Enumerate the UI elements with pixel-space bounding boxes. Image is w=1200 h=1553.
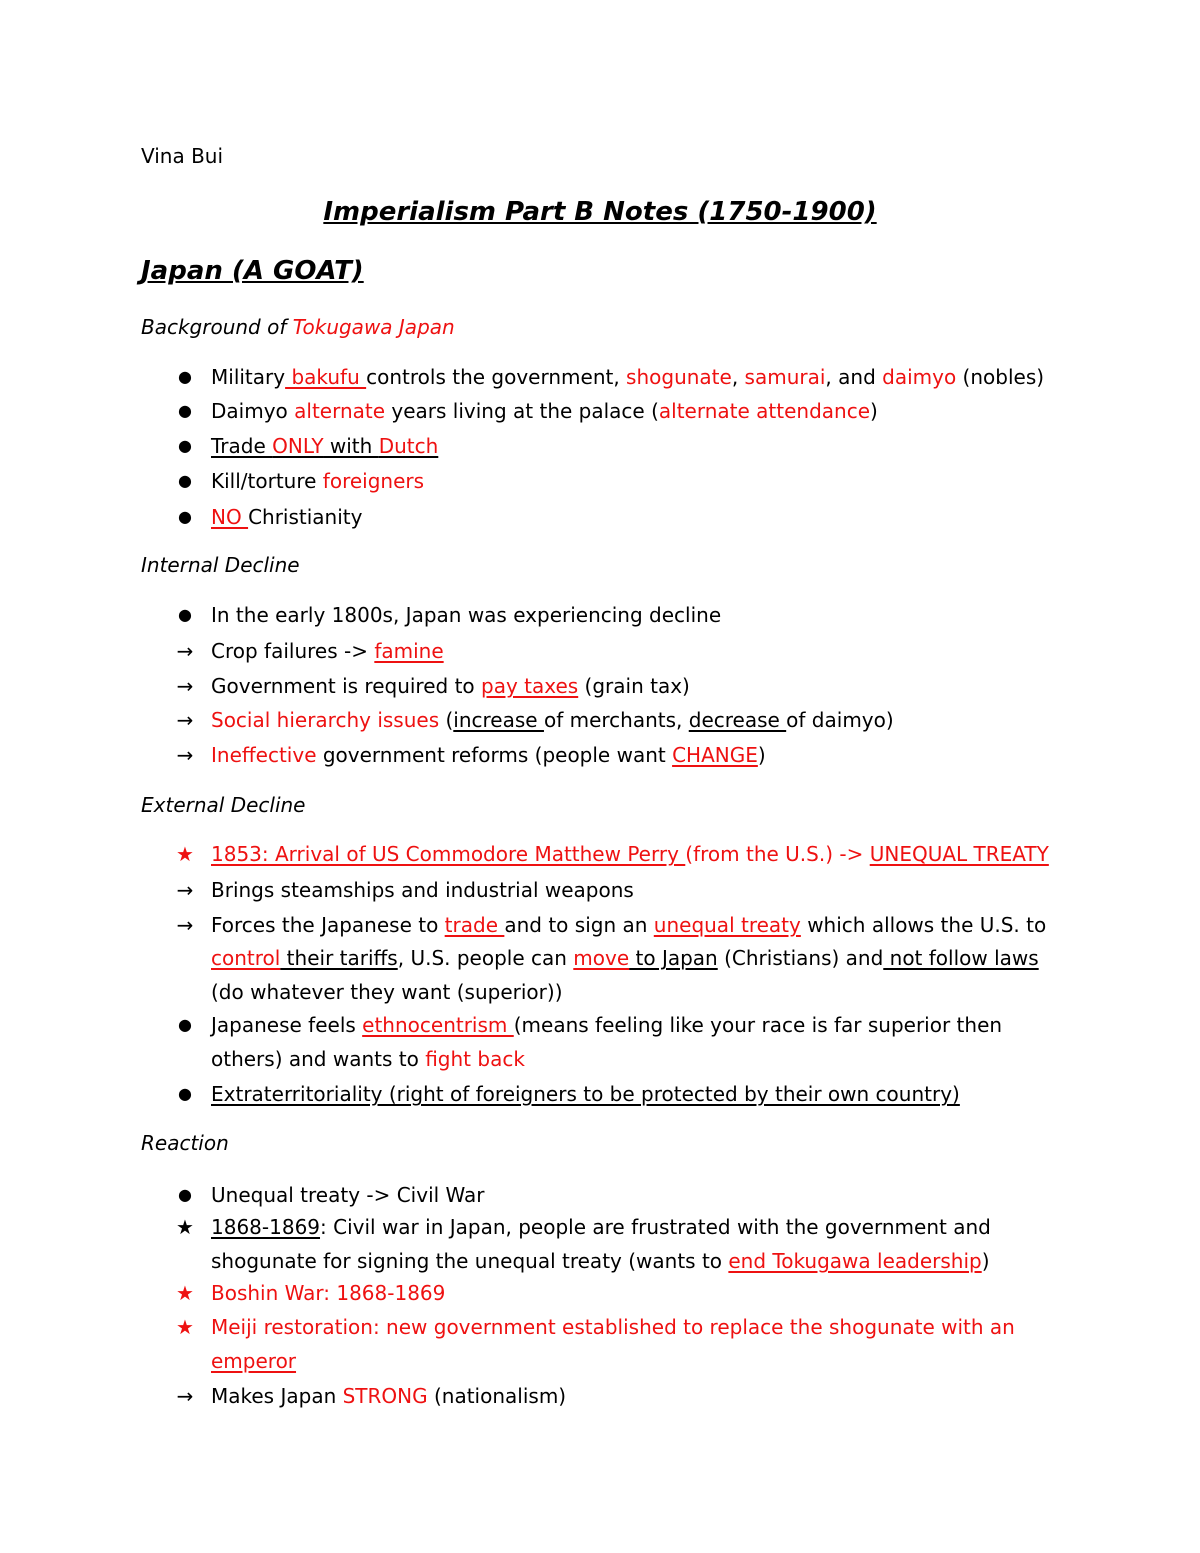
arrow-icon: → [176, 674, 194, 698]
list-item: Extraterritoriality (right of foreigners to be protected by their own country) [211, 1082, 960, 1106]
bullet-icon: ● [178, 1185, 192, 1204]
arrow-icon: → [176, 639, 194, 663]
bullet-icon: ● [178, 507, 192, 526]
subheading-external-decline: External Decline [141, 793, 306, 817]
bullet-icon: ● [178, 471, 192, 490]
arrow-icon: → [176, 708, 194, 732]
list-item-continuation: emperor [211, 1349, 297, 1373]
star-icon: ★ [176, 842, 194, 866]
arrow-icon: → [176, 913, 194, 937]
list-item: Japanese feels ethnocentrism (means feeling like your race is far superior then [211, 1013, 1003, 1037]
list-item: Boshin War: 1868-1869 [211, 1281, 446, 1305]
list-item-continuation: (do whatever they want (superior)) [211, 980, 563, 1004]
list-item: Unequal treaty -> Civil War [211, 1183, 485, 1207]
bullet-icon: ● [178, 1084, 192, 1103]
list-item: Ineffective government reforms (people want CHANGE) [211, 743, 766, 767]
bullet-icon: ● [178, 367, 192, 386]
list-item: Brings steamships and industrial weapons [211, 878, 634, 902]
arrow-icon: → [176, 878, 194, 902]
bullet-icon: ● [178, 605, 192, 624]
author-name: Vina Bui [141, 144, 224, 168]
list-item: 1868-1869: Civil war in Japan, people are frustrated with the government and [211, 1215, 991, 1239]
list-item: Military bakufu controls the government, shogunate, samurai, and daimyo (nobles) [211, 365, 1045, 389]
bullet-icon: ● [178, 436, 192, 455]
list-item: Trade ONLY with Dutch [211, 434, 439, 458]
list-item: Meiji restoration: new government established to replace the shogunate with an [211, 1315, 1015, 1339]
list-item: Daimyo alternate years living at the palace (alternate attendance) [211, 399, 878, 423]
list-item: Makes Japan STRONG (nationalism) [211, 1384, 567, 1408]
arrow-icon: → [176, 1384, 194, 1408]
list-item-continuation: shogunate for signing the unequal treaty (wants to end Tokugawa leadership) [211, 1249, 990, 1273]
bullet-icon: ● [178, 1015, 192, 1034]
list-item: Government is required to pay taxes (grain tax) [211, 674, 690, 698]
page-title: Imperialism Part B Notes (1750-1900) [323, 197, 877, 227]
list-item: NO Christianity [211, 505, 363, 529]
subheading-reaction: Reaction [141, 1131, 229, 1155]
list-item: 1853: Arrival of US Commodore Matthew Perry (from the U.S.) -> UNEQUAL TREATY [211, 842, 1049, 866]
star-icon: ★ [176, 1215, 194, 1239]
list-item-continuation: control their tariffs, U.S. people can move to Japan (Christians) and not follow laws [211, 946, 1039, 970]
section-heading: Japan (A GOAT) [141, 256, 364, 286]
list-item-continuation: others) and wants to fight back [211, 1047, 525, 1071]
list-item: Crop failures -> famine [211, 639, 444, 663]
star-icon: ★ [176, 1281, 194, 1305]
bullet-icon: ● [178, 401, 192, 420]
list-item: Kill/torture foreigners [211, 469, 425, 493]
list-item: In the early 1800s, Japan was experiencing decline [211, 603, 722, 627]
star-icon: ★ [176, 1315, 194, 1339]
list-item: Social hierarchy issues (increase of merchants, decrease of daimyo) [211, 708, 894, 732]
subheading-internal-decline: Internal Decline [141, 553, 300, 577]
subheading-background: Background of Tokugawa Japan [141, 315, 455, 339]
arrow-icon: → [176, 743, 194, 767]
list-item: Forces the Japanese to trade and to sign an unequal treaty which allows the U.S. to [211, 913, 1047, 937]
